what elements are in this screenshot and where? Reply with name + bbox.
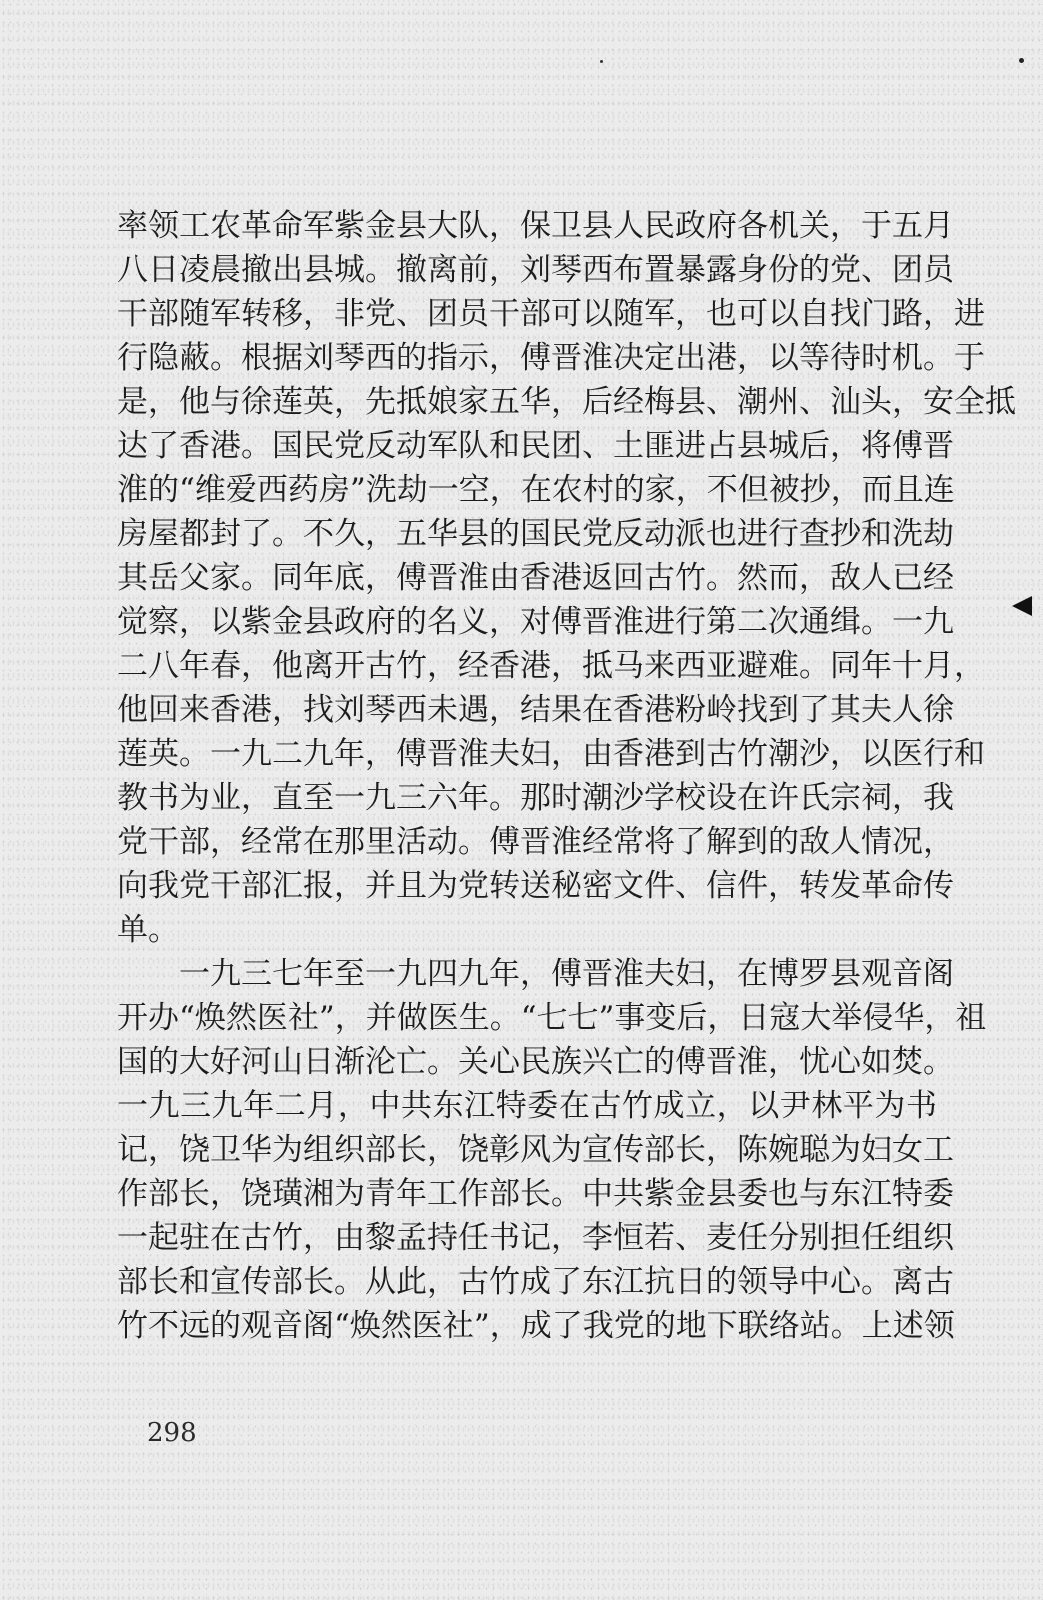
text-line: 国的大好河山日渐沦亡。关心民族兴亡的傅晋淮，忧心如焚。 (117, 1044, 954, 1080)
text-line: 其岳父家。同年底，傅晋淮由香港返回古竹。然而，敌人已经 (117, 560, 954, 596)
text-line: 开办“焕然医社”，并做医生。“七七”事变后，日寇大举侵华，祖 (117, 1000, 987, 1036)
text-line: 一九三九年二月，中共东江特委在古竹成立，以尹林平为书 (117, 1088, 937, 1124)
text-line: 二八年春，他离开古竹，经香港，抵马来西亚避难。同年十月， (117, 648, 985, 684)
text-line: 教书为业，直至一九三六年。那时潮沙学校设在许氏宗祠，我 (117, 780, 954, 816)
text-line: 房屋都封了。不久，五华县的国民党反动派也进行查抄和洗劫 (117, 516, 954, 552)
paragraph (117, 952, 987, 1348)
text-line: 是，他与徐莲英，先抵娘家五华，后经梅县、潮州、汕头，安全抵 (117, 384, 1016, 420)
text-line: 一起驻在古竹，由黎孟持任书记，李恒若、麦任分别担任组织 (117, 1220, 954, 1256)
scan-edge-mark (1012, 596, 1032, 616)
text-line: 记，饶卫华为组织部长，饶彰风为宣传部长，陈婉聪为妇女工 (117, 1132, 954, 1168)
text-line: 向我党干部汇报，并且为党转送秘密文件、信件，转发革命传 (117, 868, 954, 904)
text-line: 作部长，饶璜湘为青年工作部长。中共紫金县委也与东江特委 (117, 1176, 954, 1212)
scan-speck (600, 60, 603, 63)
text-line: 率领工农革命军紫金县大队，保卫县人民政府各机关，于五月 (117, 208, 954, 244)
text-line: 他回来香港，找刘琴西未遇，结果在香港粉岭找到了其夫人徐 (117, 692, 954, 728)
text-line: 单。 (117, 912, 179, 948)
text-line: 竹不远的观音阁“焕然医社”，成了我党的地下联络站。上述领 (117, 1308, 955, 1344)
text-line: 一九三七年至一九四九年，傅晋淮夫妇，在博罗县观音阁 (179, 956, 954, 992)
text-line: 干部随军转移，非党、团员干部可以随军，也可以自找门路，进 (117, 296, 985, 332)
text-line: 淮的“维爱西药房”洗劫一空，在农村的家，不但被抄，而且连 (117, 472, 955, 508)
text-line: 八日凌晨撤出县城。撤离前，刘琴西布置暴露身份的党、团员 (117, 252, 954, 288)
text-line: 行隐蔽。根据刘琴西的指示，傅晋淮决定出港，以等待时机。于 (117, 340, 985, 376)
text-line: 觉察，以紫金县政府的名义，对傅晋淮进行第二次通缉。一九 (117, 604, 954, 640)
text-line: 达了香港。国民党反动军队和民团、土匪进占县城后，将傅晋 (117, 428, 954, 464)
text-line: 党干部，经常在那里活动。傅晋淮经常将了解到的敌人情况， (117, 824, 954, 860)
body-text (117, 204, 1016, 1348)
page-number: 298 (147, 1418, 197, 1448)
scan-speck (1019, 58, 1024, 63)
paragraph (117, 204, 1016, 952)
text-line: 部长和宣传部长。从此，古竹成了东江抗日的领导中心。离古 (117, 1264, 954, 1300)
text-line: 莲英。一九二九年，傅晋淮夫妇，由香港到古竹潮沙，以医行和 (117, 736, 985, 772)
